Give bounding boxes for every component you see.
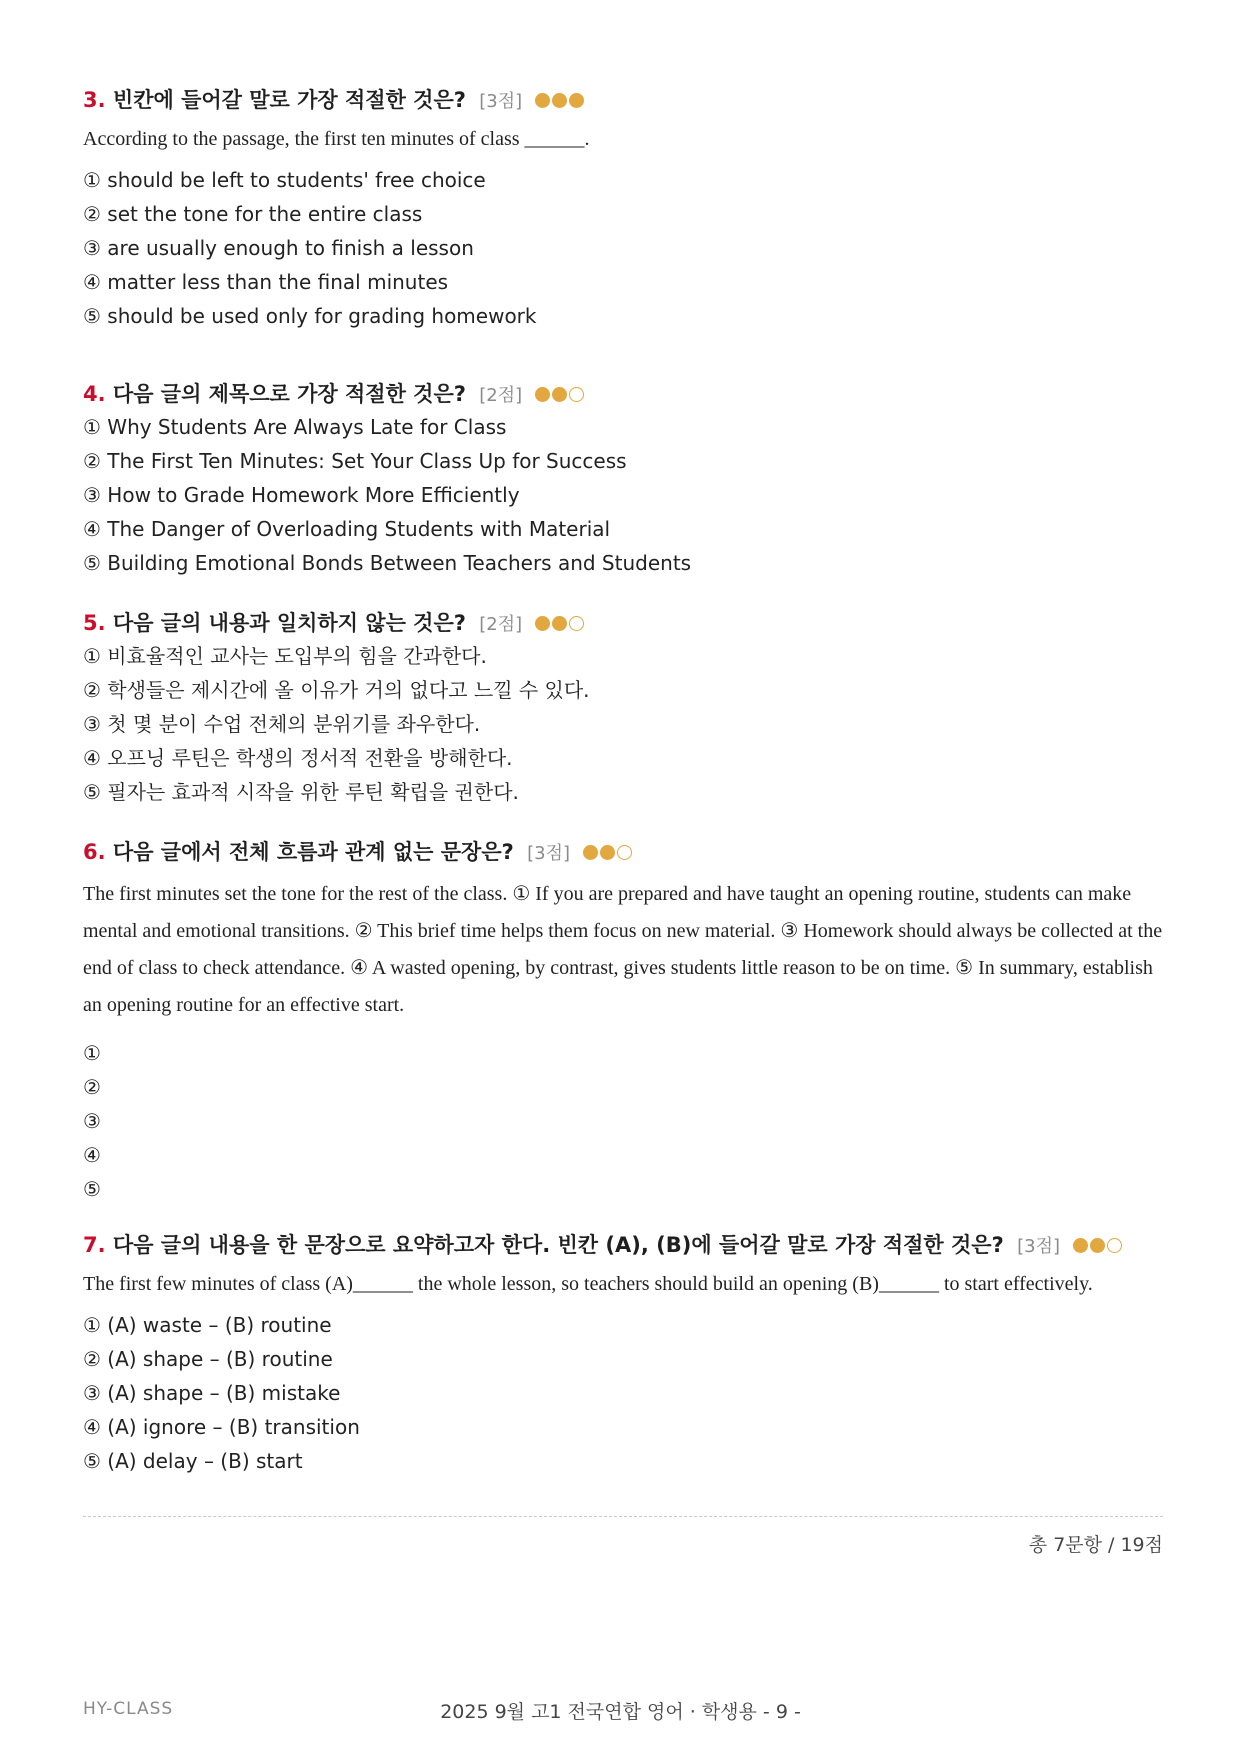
difficulty-dot-empty [569, 387, 584, 402]
option-item: ② set the tone for the entire class [83, 202, 423, 226]
difficulty-indicator [535, 87, 586, 115]
option-item: ④ [83, 1143, 101, 1167]
question-7 [83, 1231, 1163, 1478]
option-item: ② (A) shape – (B) routine [83, 1347, 333, 1371]
option-item: ② 학생들은 제시간에 올 이유가 거의 없다고 느낄 수 있다. [83, 678, 590, 702]
option-item: ⑤ (A) delay – (B) start [83, 1449, 303, 1473]
question-points: [3점] [527, 843, 571, 864]
question-number: 5. [83, 611, 106, 635]
difficulty-indicator [583, 839, 634, 867]
difficulty-dot-filled [535, 93, 550, 108]
question-header [83, 380, 1163, 408]
option-item: ④ (A) ignore – (B) transition [83, 1415, 360, 1439]
option-item: ③ [83, 1109, 101, 1133]
question-4 [83, 380, 1163, 580]
option-item: ⑤ should be used only for grading homework [83, 304, 537, 328]
option-item: ⑤ 필자는 효과적 시작을 위한 루틴 확립을 권한다. [83, 780, 519, 804]
difficulty-dot-filled [600, 845, 615, 860]
question-number: 6. [83, 840, 106, 864]
difficulty-dot-filled [552, 616, 567, 631]
option-item: ③ (A) shape – (B) mistake [83, 1381, 341, 1405]
option-list [83, 639, 1163, 809]
question-6 [83, 838, 1163, 1206]
option-item: ⑤ Building Emotional Bonds Between Teachers and Students [83, 551, 692, 575]
difficulty-dot-filled [552, 387, 567, 402]
question-points: [3점] [479, 91, 523, 112]
difficulty-dot-filled [1090, 1238, 1105, 1253]
option-item: ① Why Students Are Always Late for Class [83, 415, 507, 439]
section-divider [83, 1516, 1163, 1517]
question-number: 4. [83, 382, 106, 406]
question-header [83, 86, 1163, 114]
question-title: 다음 글의 내용을 한 문장으로 요약하고자 한다. 빈칸 (A), (B)에 들어갈 말로 가장 적절한 것은? [112, 1233, 1004, 1257]
question-title: 빈칸에 들어갈 말로 가장 적절한 것은? [112, 88, 466, 112]
question-points: [3점] [1017, 1236, 1060, 1257]
question-5 [83, 609, 1163, 809]
question-points: [2점] [479, 385, 523, 406]
option-item: ① [83, 1041, 101, 1065]
question-header [83, 838, 1163, 866]
question-title: 다음 글의 내용과 일치하지 않는 것은? [112, 611, 466, 635]
question-number: 3. [83, 88, 106, 112]
difficulty-indicator [535, 610, 586, 638]
question-title: 다음 글에서 전체 흐름과 관계 없는 문장은? [112, 840, 514, 864]
option-item: ③ are usually enough to finish a lesson [83, 236, 474, 260]
option-item: ① should be left to students' free choice [83, 168, 486, 192]
difficulty-dot-filled [583, 845, 598, 860]
difficulty-indicator [1073, 1232, 1124, 1260]
difficulty-dot-filled [1073, 1238, 1088, 1253]
difficulty-dot-empty [569, 616, 584, 631]
difficulty-dot-filled [535, 616, 550, 631]
question-header [83, 1231, 1163, 1259]
difficulty-dot-empty [617, 845, 632, 860]
question-title: 다음 글의 제목으로 가장 적절한 것은? [112, 382, 466, 406]
option-item: ③ 첫 몇 분이 수업 전체의 분위기를 좌우한다. [83, 712, 481, 736]
option-item: ③ How to Grade Homework More Efficiently [83, 483, 520, 507]
question-number: 7. [83, 1233, 106, 1257]
option-item: ④ matter less than the final minutes [83, 270, 449, 294]
option-list [83, 1308, 1163, 1478]
total-summary: 총 7문항 / 19점 [1028, 1534, 1163, 1556]
option-item: ⑤ [83, 1177, 101, 1201]
question-3 [83, 86, 1163, 333]
footer-brand: HY-CLASS [83, 1699, 174, 1719]
question-header [83, 609, 1163, 637]
difficulty-dot-filled [535, 387, 550, 402]
option-item: ④ 오프닝 루틴은 학생의 정서적 전환을 방해한다. [83, 746, 513, 770]
option-item: ② The First Ten Minutes: Set Your Class Up for Success [83, 449, 627, 473]
option-item: ② [83, 1075, 101, 1099]
difficulty-dot-filled [552, 93, 567, 108]
option-list [83, 1036, 1163, 1206]
difficulty-dot-empty [1107, 1238, 1122, 1253]
option-list [83, 163, 1163, 333]
difficulty-indicator [535, 381, 586, 409]
option-item: ④ The Danger of Overloading Students with Material [83, 517, 611, 541]
question-stem: According to the passage, the first ten minutes of class ______. [83, 128, 590, 150]
option-item: ① (A) waste – (B) routine [83, 1313, 332, 1337]
option-item: ① 비효율적인 교사는 도입부의 힘을 간과한다. [83, 644, 487, 668]
question-stem: The first few minutes of class (A)______ the whole lesson, so teachers should build an opening (B)______ to start effectively. [83, 1273, 1093, 1295]
option-list [83, 410, 1163, 580]
question-points: [2점] [479, 614, 523, 635]
difficulty-dot-filled [569, 93, 584, 108]
footer-page-info: 2025 9월 고1 전국연합 영어 · 학생용 - 9 - [440, 1701, 801, 1723]
question-passage: The first minutes set the tone for the rest of the class. ① If you are prepared and have taught an opening routine, students can make mental and emotional transitions. ② This brief time helps them focus on new material. ③ Homework should always be collected at the end of class to check attendance. ④ A wasted opening, by contrast, gives students little reason to be on time. ⑤ In summary, establish an opening routine for an effective start. [83, 883, 1163, 1016]
